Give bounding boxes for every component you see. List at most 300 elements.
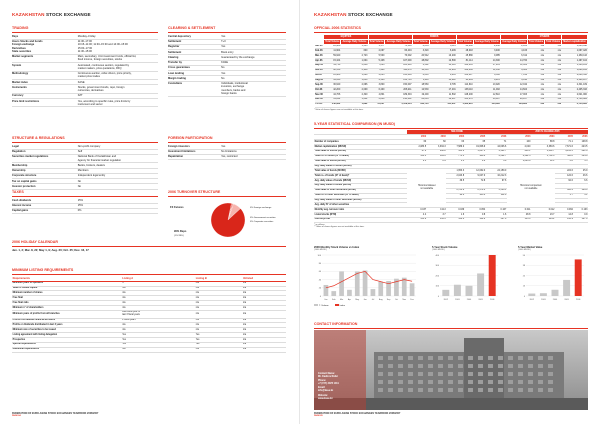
contact-phone: +7 (727) 2378 1011: [318, 382, 339, 386]
stats-cell: 2,320: [341, 93, 368, 98]
comparison-cell: 4,181.7: [486, 149, 507, 154]
stats-cell: 15,104: [324, 59, 341, 64]
bar: [552, 290, 559, 296]
stats-cell: Apr-06: [315, 59, 323, 62]
clearing-label: Cross guarantees: [168, 66, 190, 70]
taxes-label: Cash dividends: [12, 198, 32, 202]
five-year-market-value-chart-block: [518, 246, 586, 303]
clearing-value: Guaranteed by the exchange: [221, 55, 255, 59]
stats-cell: Sep-06: [315, 83, 323, 86]
comparison-cell: 4.9: [465, 159, 486, 164]
listing-cell: n/a: [195, 291, 242, 296]
x-tick-label: 2002: [529, 298, 535, 301]
stats-column-header: Market capitalization: [563, 40, 586, 43]
comparison-cell: 0.054: [465, 208, 486, 213]
trading-value: Automated, continuous auction, regulated by market makers, price quotations, RFQ: [77, 63, 130, 70]
stats-cell: n/a: [528, 44, 545, 49]
y-tick-label: 100: [435, 285, 439, 288]
stats-cell: n/a: [528, 102, 545, 107]
comparison-unavailable-note: Historical comparison not available: [507, 169, 555, 208]
clearing-label: Settlement: [168, 50, 182, 54]
comparison-cell: 0.107: [486, 208, 507, 213]
listing-cell: n/a: [195, 286, 242, 291]
stats-cell: 7,900: [368, 68, 385, 73]
comparison-label: Avg. daily value of bonds (MUSD): [314, 179, 407, 184]
window-shape: [518, 380, 523, 384]
structure-label: Corporate structure: [12, 174, 37, 178]
five-year-volume-chart: [432, 252, 500, 302]
legend-entry: [314, 304, 329, 308]
comparison-cell: 25.9: [573, 169, 588, 174]
comparison-cell: 9,047.0: [465, 174, 486, 179]
foreign-value: No limitations: [221, 150, 237, 154]
listing-cell: n/a: [195, 328, 242, 333]
comparison-left-head: SEE DONE: [407, 130, 507, 134]
structure-section: [12, 136, 158, 190]
stats-cell: 2,064,310: [562, 73, 588, 78]
listing-cell: n/a: [195, 310, 242, 318]
x-tick-label: Feb: [332, 298, 336, 301]
listing-cell: Yes: [122, 342, 196, 347]
window-shape: [408, 388, 413, 392]
stats-cell: 193,765: [412, 102, 429, 107]
comparison-cell: 7,671.6: [555, 145, 573, 150]
window-shape: [548, 388, 553, 392]
comparison-cell: 3.1: [573, 193, 588, 198]
comparison-label: Total no. of other securities (N° of deals)*: [314, 193, 407, 198]
volume-bar: [410, 283, 415, 296]
clearing-value: Individuals, institutional investors, exchange members, banks and foreign banks: [221, 82, 248, 95]
monthly-stats-section: [314, 26, 588, 111]
stats-cell: 123,428: [473, 102, 500, 107]
stats-cell: 138,110: [456, 88, 473, 93]
stats-cell: 11,650: [473, 68, 500, 73]
comparison-cell: 2,083.5: [407, 145, 427, 150]
stats-cell: 44,706: [324, 93, 341, 98]
stats-cell: 2,096: [341, 83, 368, 88]
window-shape: [398, 364, 403, 368]
comparison-cell: 39.5: [446, 179, 464, 184]
window-shape: [548, 372, 553, 376]
stats-cell: 24,005: [412, 97, 429, 102]
stats-cell: 2,744,802: [562, 97, 588, 102]
listing-cell: n/a: [122, 296, 196, 301]
stats-cell: n/a: [528, 68, 545, 73]
page-header: [12, 12, 91, 18]
stats-cell: 8,034: [412, 44, 429, 49]
stats-cell: 14,510: [429, 63, 456, 68]
stats-cell: n/a: [545, 93, 562, 98]
comparison-label: Total no. of stocks (N° of deals)*: [314, 154, 407, 159]
comparison-cell: 0.039: [446, 208, 464, 213]
comparison-cell: 144.2: [531, 217, 555, 222]
stats-cell: 3,040: [368, 97, 385, 102]
comparison-cell: 60: [427, 140, 447, 145]
window-shape: [488, 364, 493, 368]
footer-text: FEDERATION OF EURO-ASIAN STOCK EXCHANGES YEARBOOK 2006/2007: [12, 412, 99, 416]
listing-table: [12, 276, 286, 352]
window-shape: [458, 372, 463, 376]
comparison-cell: 44,606.6: [486, 145, 507, 150]
trading-label: Market index: [12, 80, 28, 84]
listing-cell: n/a: [242, 333, 286, 338]
comparison-note: ** Value of shares figures are not available at this time.: [314, 226, 365, 229]
structure-row: [12, 155, 158, 163]
clearing-value: T+0: [221, 40, 226, 44]
stats-cell: 1,566,104: [562, 63, 588, 68]
comparison-cell: 2,582.7: [486, 154, 507, 159]
structure-value: Non-profit company: [77, 144, 101, 148]
comparison-cell: 127.0: [486, 217, 507, 222]
stats-cell: 7,003: [368, 63, 385, 68]
volume-bar: [324, 285, 329, 296]
stats-cell: 81,114: [456, 59, 473, 64]
window-shape: [468, 372, 473, 376]
trading-rows: [12, 34, 158, 107]
bar: [575, 259, 582, 296]
stats-cell: n/a: [545, 102, 562, 107]
x-tick-label: 2006: [575, 298, 581, 301]
y-tick-label: 80: [318, 262, 321, 265]
window-shape: [498, 356, 503, 360]
comparison-year: 2004: [446, 135, 464, 140]
comparison-cell: 0.062: [555, 208, 573, 213]
table-row: [12, 347, 286, 352]
trading-value: KASE: [77, 80, 85, 84]
stats-cell: 66,404: [385, 49, 412, 54]
stats-cell: 1,003,448: [562, 44, 588, 49]
comparison-cell: 1.6: [446, 213, 464, 218]
comparison-year: 2002: [407, 135, 427, 140]
listing-cell: Prospectus: [12, 338, 122, 343]
comparison-cell: 3,394.3: [427, 145, 447, 150]
turnover-pie-chart: [168, 198, 286, 242]
stats-cell: 1,497,104: [562, 59, 588, 64]
trading-row: [12, 72, 158, 80]
five-year-volume-chart-block: [432, 246, 500, 303]
comparison-cell: 24,159.0: [486, 169, 507, 174]
window-shape: [448, 380, 453, 384]
window-shape: [408, 380, 413, 384]
comparison-cell: 132.9: [465, 217, 486, 222]
bar: [489, 255, 496, 296]
stats-cell: 20,107: [500, 97, 527, 102]
window-shape: [388, 388, 393, 392]
window-shape: [538, 372, 543, 376]
listing-cell: Yes: [195, 333, 242, 338]
listing-header-cell: Unlisted: [242, 276, 286, 281]
stats-cell: n/a: [528, 78, 545, 83]
stats-column-header: Average Daily Volume: [386, 40, 411, 43]
listing-cell: n/a: [242, 342, 286, 347]
comparison-cell: 23.7: [531, 213, 555, 218]
window-shape: [418, 380, 423, 384]
trading-value: KZT: [77, 94, 83, 98]
stats-cell: Aug-06: [315, 79, 323, 82]
window-shape: [518, 356, 523, 360]
listing-cell: n/a: [242, 281, 286, 286]
window-shape: [508, 356, 513, 360]
window-shape: [378, 356, 383, 360]
x-tick-label: Sep: [386, 298, 391, 301]
comparison-year: 2005: [555, 135, 573, 140]
comparison-cell: 1,653.3: [446, 169, 464, 174]
comparison-cell: 291.8: [573, 149, 588, 154]
listing-cell: Yes: [195, 342, 242, 347]
stats-cell: 126,046: [456, 68, 473, 73]
stats-cell: 600: [341, 49, 368, 54]
comparison-label: Total no. of bonds (N° of deals)*: [314, 174, 407, 179]
stats-cell: 73,503: [385, 44, 412, 49]
comparison-cell: 0.8: [465, 213, 486, 218]
stats-cell: 6,910: [500, 78, 527, 83]
stats-cell: 62,159: [324, 68, 341, 73]
stats-cell: Feb-06: [315, 49, 323, 52]
comparison-cell: 109.4: [573, 188, 588, 193]
trading-label: Hours Stocks and bonds Foreign exchange Derivatives State securities: [12, 40, 43, 53]
listing-cell: Yes: [122, 333, 196, 338]
legend-label: T. Volume: [319, 304, 329, 307]
comparison-cell: 3.3: [446, 159, 464, 164]
stats-cell: 11,904: [324, 49, 341, 54]
comparison-cell: 10,212.3: [486, 174, 507, 179]
comparison-cell: 4.4: [407, 213, 427, 218]
stats-cell: 9,085: [473, 54, 500, 59]
stats-cell: n/a: [528, 54, 545, 59]
bar: [540, 293, 547, 296]
pie-label-a: FX Futures: [170, 206, 184, 210]
structure-rows: [12, 144, 158, 189]
comparison-cell: 0.037: [407, 208, 427, 213]
stats-cell: 24,040: [456, 44, 473, 49]
clearing-label: Loan lending: [168, 71, 185, 75]
comparison-cell: 6.6: [573, 179, 588, 184]
window-shape: [508, 380, 513, 384]
comparison-cell: 103.0: [465, 193, 486, 198]
foreign-value: Yes: [221, 144, 226, 148]
footer-text: FEDERATION OF EURO-ASIAN STOCK EXCHANGES YEARBOOK 2006/2007: [314, 412, 401, 416]
listing-cell: Yes: [195, 338, 242, 343]
stats-cell: Jul-06: [315, 73, 324, 78]
window-shape: [468, 388, 473, 392]
structure-label: Regulation: [12, 150, 26, 154]
x-tick-label: Dec: [410, 298, 414, 301]
stats-cell: 17,201: [473, 63, 500, 68]
window-shape: [498, 372, 503, 376]
stats-cell: n/a: [545, 54, 562, 59]
window-shape: [428, 356, 433, 360]
y-tick-label: 300: [435, 264, 439, 267]
comparison-label: Monthly avg. turnover ratio: [314, 208, 407, 213]
window-shape: [438, 380, 443, 384]
comparison-label: Avg. daily value of stocks (MUSD): [314, 164, 407, 169]
comparison-cell: 63: [446, 140, 464, 145]
stats-cell: 4,801: [368, 93, 385, 98]
trading-value: Stocks, government bonds, repo, foreign currencies, derivatives: [77, 85, 125, 93]
trading-row: [12, 40, 158, 55]
charts-row: [314, 246, 588, 316]
comparison-cell: 771.3: [446, 154, 464, 159]
comparison-cell: 88.8: [531, 140, 555, 145]
volume-bar: [378, 282, 383, 296]
comparison-label: Total value of stocks (MUSD): [314, 149, 407, 154]
contact-website[interactable]: www.kase.kz: [318, 396, 333, 400]
comparison-notes: [314, 224, 588, 229]
listing-cell: n/a: [195, 318, 242, 323]
listing-cell: n/a: [242, 296, 286, 301]
left-footer: [12, 412, 98, 418]
window-shape: [488, 388, 493, 392]
listing-cell: 2 fiscal years: [122, 318, 196, 323]
monthly-volume-chart: [314, 252, 418, 302]
comparison-cell: 71: [486, 140, 507, 145]
window-shape: [518, 372, 523, 376]
window-shape: [478, 356, 483, 360]
stats-cell: Jun-06: [315, 69, 323, 72]
taxes-section: [12, 190, 158, 214]
window-shape: [508, 388, 513, 392]
stats-cell: 150,007: [385, 83, 412, 88]
volume-bar: [402, 278, 407, 296]
stats-cell: 4,106: [500, 49, 527, 54]
clearing-rows: [168, 34, 286, 96]
stats-cell: Nov-06: [315, 93, 323, 96]
stats-cell: 55,237: [368, 102, 385, 107]
listing-header-cell: Listing B: [195, 276, 242, 281]
window-shape: [478, 388, 483, 392]
stats-cell: 6,312: [500, 54, 527, 59]
taxes-rows: [12, 198, 158, 214]
clearing-label: Transfer by: [168, 61, 182, 65]
comparison-cell: 0.103: [573, 208, 588, 213]
structure-value: No: [77, 184, 82, 188]
stats-cell: 4,005: [368, 73, 385, 78]
listing-cell: Additional requirements: [12, 347, 122, 352]
listing-cell: n/a: [242, 286, 286, 291]
taxes-label: Capital gains: [12, 209, 29, 213]
stats-cell: 9,601: [429, 73, 456, 78]
window-shape: [478, 364, 483, 368]
window-shape: [438, 356, 443, 360]
listing-cell: n/a: [122, 347, 196, 352]
header-title: STOCK EXCHANGE: [347, 12, 393, 17]
window-shape: [418, 388, 423, 392]
window-shape: [528, 364, 533, 368]
comparison-cell: 564.8: [573, 154, 588, 159]
comparison-cell: 60: [407, 140, 427, 145]
contact-web-label: Website:: [318, 393, 328, 397]
chart1-title: 2006 Monthly Stock Volume vs Index: [314, 246, 360, 249]
stats-cell: 208,211: [385, 88, 412, 93]
stats-cell: 14,300: [473, 59, 500, 64]
stats-column-header: Total Volume: [413, 40, 428, 43]
listing-cell: Yes: [122, 338, 196, 343]
listing-cell: n/a: [242, 328, 286, 333]
stats-cell: 2,405,316: [562, 88, 588, 93]
clearing-value: Yes: [221, 71, 226, 75]
stats-cell: 2,184: [500, 44, 527, 49]
listing-cell: Value of issued capital: [12, 286, 122, 291]
listing-cell: Profits from audited financial accounts: [12, 318, 122, 323]
window-shape: [538, 388, 543, 392]
stats-cell: n/a: [545, 68, 562, 73]
stats-cell: 12,500: [429, 59, 456, 64]
x-tick-label: Jan: [324, 298, 328, 301]
comparison-cell: 92.6: [555, 179, 573, 184]
window-shape: [548, 364, 553, 368]
clearing-value: Book entry: [221, 50, 234, 54]
stats-cell: 135,667: [429, 102, 456, 107]
comparison-cell: 188.6: [465, 154, 486, 159]
listing-cell: n/a: [195, 296, 242, 301]
x-tick-label: 2002: [443, 298, 449, 301]
comparison-cell: 155.0: [507, 217, 531, 222]
stats-cell: n/a: [528, 97, 545, 102]
stats-cell: 7,012: [500, 73, 527, 78]
clearing-label: Settlement: [168, 40, 182, 44]
trading-label: Market segments: [12, 55, 34, 59]
stats-cell: 114,870: [385, 68, 412, 73]
stats-cell: 12,530: [412, 88, 429, 93]
comparison-cell: 0.113: [427, 208, 447, 213]
window-shape: [528, 372, 533, 376]
stats-cell: 12,042: [500, 83, 527, 88]
header-country: KAZAKHSTAN: [314, 12, 347, 17]
contact-email[interactable]: info@kase.kz: [318, 389, 334, 393]
stats-column-header: Total Volume: [546, 40, 561, 43]
window-shape: [388, 372, 393, 376]
window-shape: [428, 380, 433, 384]
stats-cell: 45,880: [456, 54, 473, 59]
listing-cell: n/a: [242, 338, 286, 343]
clearing-label: Registrar: [168, 45, 180, 49]
comparison-year: 2003: [507, 135, 531, 140]
trading-label: Instruments: [12, 85, 27, 89]
stats-cell: 442,082: [324, 102, 341, 107]
stats-cell: 130,017: [456, 73, 473, 78]
stats-cell: n/a: [545, 63, 562, 68]
comparison-cell: 48.8: [507, 213, 531, 218]
comparison-unavailable-note: Historical dataset not available: [407, 169, 446, 208]
stats-cell: 131,070: [456, 97, 473, 102]
stats-cell: 132,705: [385, 78, 412, 83]
window-shape: [518, 364, 523, 368]
clearing-label: Central depository: [168, 34, 191, 38]
comparison-note: * in millions: [314, 223, 325, 226]
stats-cell: 130,406: [385, 73, 412, 78]
listing-cell: n/a: [122, 301, 196, 306]
stats-cell: TOTAL: [315, 103, 323, 106]
clearing-title: CLEARING & SETTLEMENT: [168, 26, 286, 33]
stats-cell: n/a: [545, 59, 562, 64]
comparison-table: [314, 130, 588, 222]
stats-cell: 26,908: [324, 44, 341, 49]
comparison-cell: 1,001.7: [531, 149, 555, 154]
comparison-cell: 130.0: [446, 217, 464, 222]
stats-cell: 9,604: [500, 68, 527, 73]
comparison-title: 5-YEAR STATISTICAL COMPARISON (IN MUSD): [314, 122, 588, 129]
window-shape: [458, 356, 463, 360]
window-shape: [458, 388, 463, 392]
listing-cell: n/a: [122, 291, 196, 296]
legend-entry: [335, 304, 345, 308]
x-tick-label: 2003: [541, 298, 546, 301]
x-tick-label: 2005: [564, 298, 569, 301]
window-shape: [408, 356, 413, 360]
listing-cell: n/a: [195, 347, 242, 352]
stats-cell: 48,802: [412, 59, 429, 64]
foreign-rows: [168, 144, 286, 160]
